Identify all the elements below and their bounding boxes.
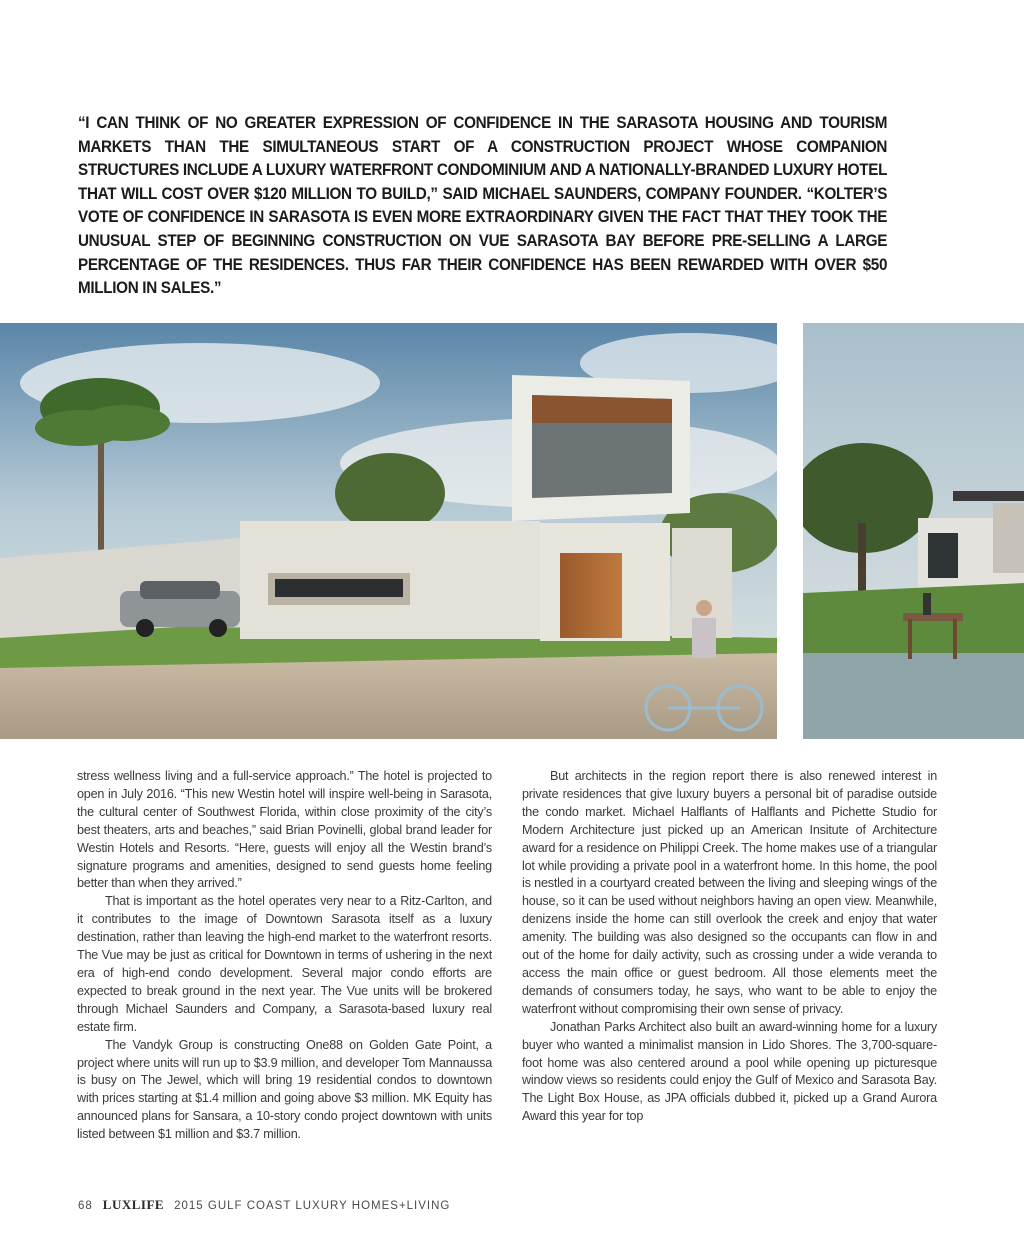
paragraph: Jonathan Parks Architect also built an award-winning home for a luxury buyer who wanted a minimalist mansion in Lido Shores. The 3,700-square-foot home was also centered around a pool while opening up picturesque window views so residents could enjoy the Gulf of Mexico and Sarasota Bay. The Light Box House, as JPA officials dubbed it, picked up a Grand Aurora Award this year for top — [522, 1019, 937, 1124]
pull-quote: “I CAN THINK OF NO GREATER EXPRESSION OF CONFIDENCE IN THE SARASOTA HOUSING AND TOURISM MARKETS THAN THE SIMULTANEOUS START OF A CONSTRUCTION PROJECT WHOSE COMPANION STRUCTURES INCLUDE A LUXURY WATERFRONT CONDOMINIUM AND A NATIONALLY-BRANDED LUXURY HOTEL THAT WILL COST OVER $120 MILLION TO BUILD,” SAID MICHAEL SAUNDERS, COMPANY FOUNDER. “KOLTER’S VOTE OF CONFIDENCE IN SARASOTA IS EVEN MORE EXTRAORDINARY GIVEN THE FACT THAT THEY TOOK THE UNUSUAL STEP OF BEGINNING CONSTRUCTION ON VUE SARASOTA BAY BEFORE PRE-SELLING A LARGE PERCENTAGE OF THE RESIDENCES. THUS FAR THEIR CONFIDENCE HAS BEEN REWARDED WITH OVER $50 MILLION IN SALES.” — [78, 114, 888, 298]
page-number: 68 — [78, 1200, 93, 1212]
paragraph: stress wellness living and a full-service approach.” The hotel is projected to open in July 2016. “This new Westin hotel will inspire well-being in Sarasota, the cultural center of Southwest Florida, within close proximity of the city’s best theaters, arts and beaches,” said Brian Povinelli, global brand leader for Westin Hotels and Resorts. “Here, guests will enjoy all the Westin brand’s signature programs and amenities, designed to send guests home feeling better than when they arrived.” — [77, 769, 492, 891]
publication-title: 2015 GULF COAST LUXURY HOMES+LIVING — [174, 1200, 451, 1212]
page-footer — [78, 1197, 450, 1213]
modern-house-rendering — [0, 323, 777, 739]
paragraph: The Vandyk Group is constructing One88 on Golden Gate Point, a project where units will run up to $3.9 million, and developer Tom Mannaussa is busy on The Jewel, which will bring 19 residential condos to downtown with prices starting at $1.4 million and going above $3 million. MK Equity has announced plans for Sansara, a 10-story condo project downtown with units listed between $1 million and $3.7 million. — [77, 1037, 492, 1142]
brand-logo: LUXLIFE — [102, 1197, 165, 1212]
waterfront-house-rendering — [803, 323, 1024, 739]
paragraph: But architects in the region report there is also renewed interest in private residences that give luxury buyers a personal bit of paradise outside the condo market. Michael Halflants of Halflants and Pichette Studio for Modern Architecture just picked up an American Insitute of Architecture award for a residence on Philippi Creek. The home makes use of a triangular lot while providing a private pool in a waterfront home. In this home, the pool is nestled in a courtyard created between the living and sleeping wings of the house, so it can be used without neighbors having an open view. Meanwhile, denizens inside the home can still overlook the creek and enjoy that water amenity. The building was also designed so the occupants can flow in and out of the home for daily activity, such as crossing under a wide veranda to access the main office or guest bedroom. All those elements meet the demands of consumers today, he says, who want to be able to enjoy the waterfront without compromising their own sense of privacy. — [522, 769, 937, 1016]
paragraph: That is important as the hotel operates very near to a Ritz-Carlton, and it contributes to the image of Downtown Sarasota itself as a luxury destination, rather than leaving the high-end market to the waterfront resorts. The Vue may be just as critical for Downtown in terms of ushering in the next era of high-end condo development. Several major condo efforts are expected to break ground in the next year. The Vue units will be brokered through Michael Saunders and Company, a Sarasota-based luxury real estate firm. — [77, 894, 492, 1034]
article-column-right — [522, 768, 937, 1126]
article-column-left — [77, 768, 492, 1144]
